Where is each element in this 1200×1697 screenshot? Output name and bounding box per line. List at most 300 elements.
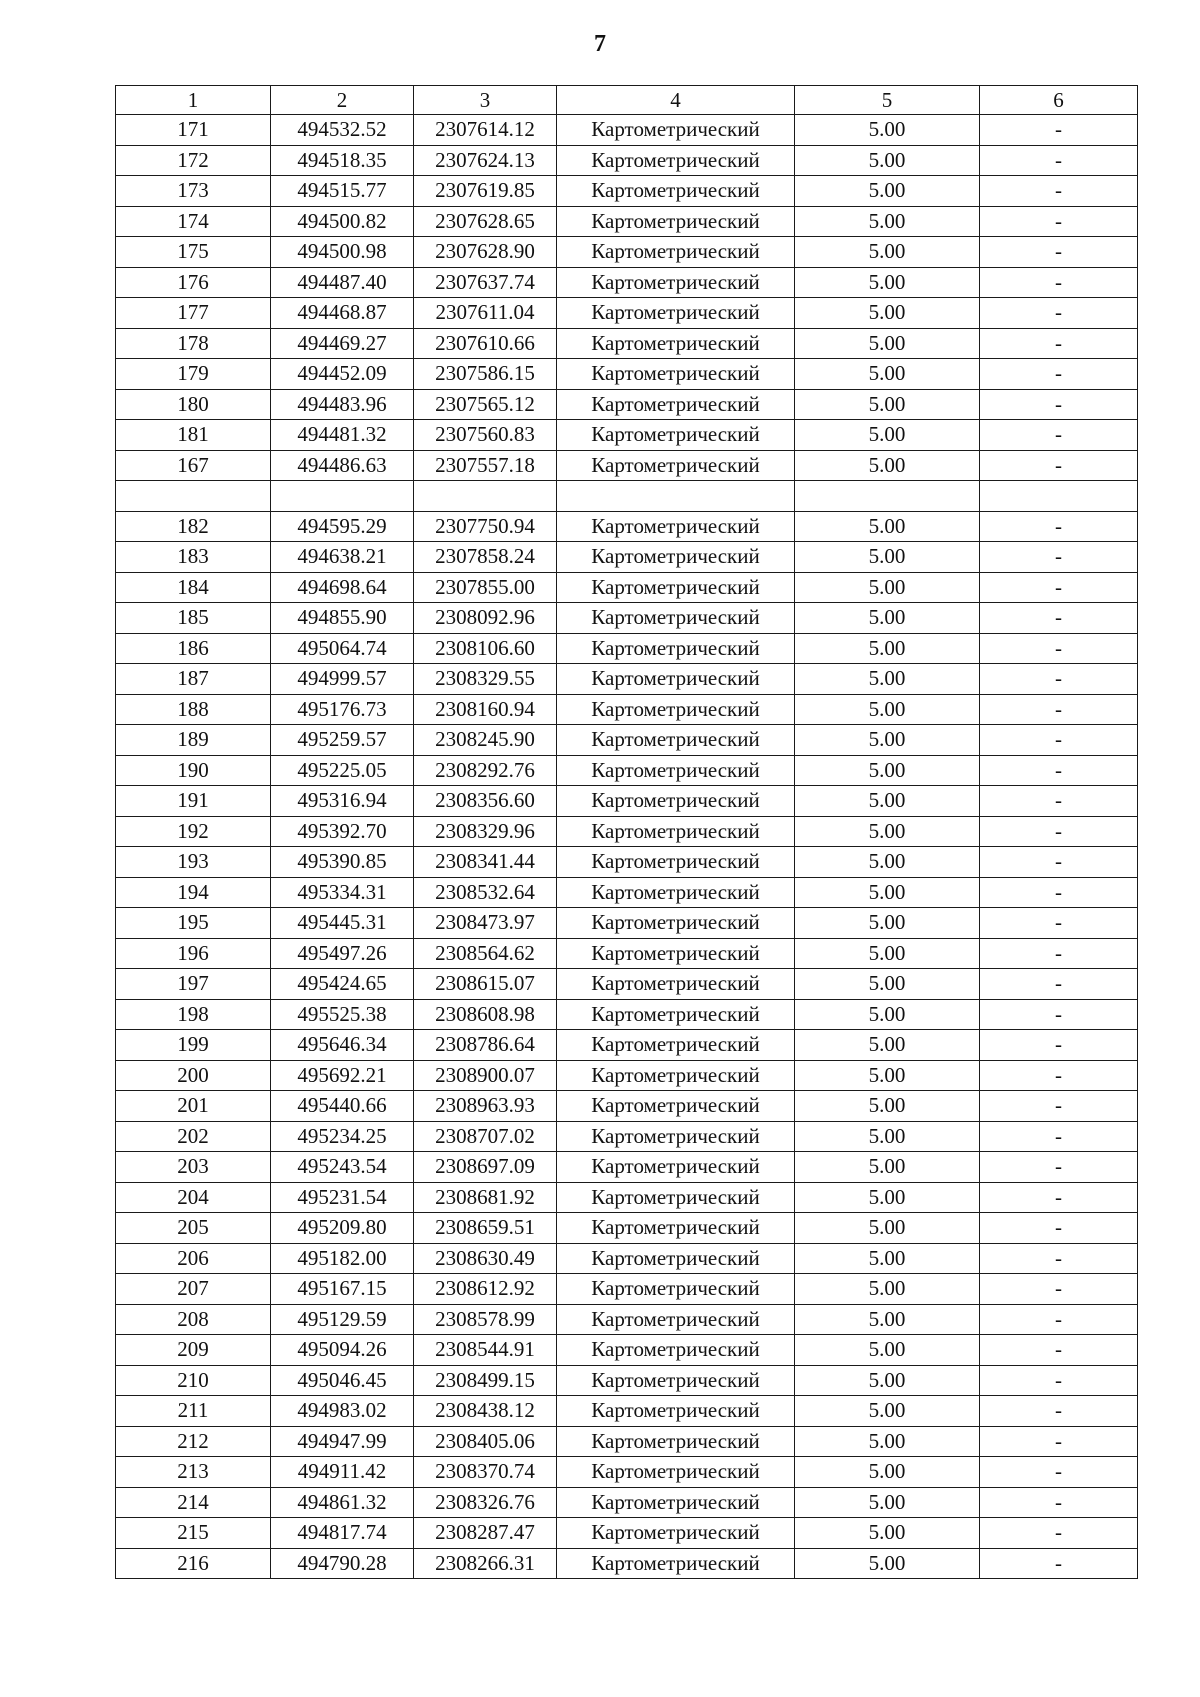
method-cell: Картометрический xyxy=(557,1518,795,1549)
point-number-cell: 212 xyxy=(116,1426,271,1457)
x-coordinate-cell: 494861.32 xyxy=(271,1487,414,1518)
x-coordinate-cell: 494855.90 xyxy=(271,603,414,634)
accuracy-cell: 5.00 xyxy=(795,1457,980,1488)
table-row xyxy=(116,908,1138,939)
accuracy-cell: 5.00 xyxy=(795,1030,980,1061)
method-cell: Картометрический xyxy=(557,1030,795,1061)
x-coordinate-cell: 495692.21 xyxy=(271,1060,414,1091)
point-number-cell: 205 xyxy=(116,1213,271,1244)
method-cell: Картометрический xyxy=(557,420,795,451)
table-row xyxy=(116,206,1138,237)
note-cell: - xyxy=(980,542,1138,573)
note-cell: - xyxy=(980,237,1138,268)
note-cell: - xyxy=(980,145,1138,176)
y-coordinate-cell: 2307858.24 xyxy=(414,542,557,573)
accuracy-cell: 5.00 xyxy=(795,1060,980,1091)
note-cell: - xyxy=(980,1518,1138,1549)
x-coordinate-cell: 494638.21 xyxy=(271,542,414,573)
point-number-cell: 199 xyxy=(116,1030,271,1061)
y-coordinate-cell: 2308681.92 xyxy=(414,1182,557,1213)
point-number-cell: 202 xyxy=(116,1121,271,1152)
point-number-cell: 210 xyxy=(116,1365,271,1396)
x-coordinate-cell: 495094.26 xyxy=(271,1335,414,1366)
point-number-cell: 193 xyxy=(116,847,271,878)
y-coordinate-cell: 2307611.04 xyxy=(414,298,557,329)
point-number-cell: 209 xyxy=(116,1335,271,1366)
table-row xyxy=(116,1335,1138,1366)
accuracy-cell: 5.00 xyxy=(795,115,980,146)
note-cell: - xyxy=(980,267,1138,298)
accuracy-cell: 5.00 xyxy=(795,1274,980,1305)
table-body xyxy=(116,115,1138,1579)
y-coordinate-cell: 2308707.02 xyxy=(414,1121,557,1152)
accuracy-cell: 5.00 xyxy=(795,755,980,786)
x-coordinate-cell: 494468.87 xyxy=(271,298,414,329)
x-coordinate-cell: 495176.73 xyxy=(271,694,414,725)
accuracy-cell: 5.00 xyxy=(795,938,980,969)
table-row xyxy=(116,1213,1138,1244)
y-coordinate-cell: 2308608.98 xyxy=(414,999,557,1030)
accuracy-cell: 5.00 xyxy=(795,572,980,603)
note-cell xyxy=(980,481,1138,512)
method-cell: Картометрический xyxy=(557,1457,795,1488)
table-row xyxy=(116,1365,1138,1396)
note-cell: - xyxy=(980,572,1138,603)
accuracy-cell: 5.00 xyxy=(795,389,980,420)
table-row xyxy=(116,1243,1138,1274)
note-cell: - xyxy=(980,908,1138,939)
x-coordinate-cell: 494500.98 xyxy=(271,237,414,268)
point-number-cell: 204 xyxy=(116,1182,271,1213)
method-cell: Картометрический xyxy=(557,542,795,573)
y-coordinate-cell: 2308341.44 xyxy=(414,847,557,878)
x-coordinate-cell: 494947.99 xyxy=(271,1426,414,1457)
note-cell: - xyxy=(980,816,1138,847)
note-cell: - xyxy=(980,1487,1138,1518)
accuracy-cell: 5.00 xyxy=(795,176,980,207)
method-cell: Картометрический xyxy=(557,1091,795,1122)
table-row xyxy=(116,969,1138,1000)
y-coordinate-cell: 2308292.76 xyxy=(414,755,557,786)
x-coordinate-cell: 494983.02 xyxy=(271,1396,414,1427)
accuracy-cell: 5.00 xyxy=(795,1091,980,1122)
method-cell: Картометрический xyxy=(557,1243,795,1274)
note-cell: - xyxy=(980,1213,1138,1244)
method-cell: Картометрический xyxy=(557,786,795,817)
x-coordinate-cell: 494515.77 xyxy=(271,176,414,207)
x-coordinate-cell: 494817.74 xyxy=(271,1518,414,1549)
point-number-cell: 184 xyxy=(116,572,271,603)
point-number-cell: 207 xyxy=(116,1274,271,1305)
table-row xyxy=(116,1060,1138,1091)
point-number-cell: 191 xyxy=(116,786,271,817)
x-coordinate-cell: 495497.26 xyxy=(271,938,414,969)
accuracy-cell: 5.00 xyxy=(795,664,980,695)
table-row xyxy=(116,603,1138,634)
note-cell: - xyxy=(980,786,1138,817)
table-row xyxy=(116,1304,1138,1335)
accuracy-cell: 5.00 xyxy=(795,1182,980,1213)
table-row xyxy=(116,511,1138,542)
method-cell: Картометрический xyxy=(557,908,795,939)
y-coordinate-cell: 2308287.47 xyxy=(414,1518,557,1549)
table-row xyxy=(116,115,1138,146)
note-cell: - xyxy=(980,1304,1138,1335)
note-cell: - xyxy=(980,328,1138,359)
y-coordinate-cell: 2308329.96 xyxy=(414,816,557,847)
method-cell: Картометрический xyxy=(557,999,795,1030)
table-row xyxy=(116,694,1138,725)
y-coordinate-cell: 2308106.60 xyxy=(414,633,557,664)
point-number-cell: 195 xyxy=(116,908,271,939)
column-header: 6 xyxy=(980,86,1138,115)
point-number-cell: 186 xyxy=(116,633,271,664)
table-row xyxy=(116,664,1138,695)
x-coordinate-cell: 495234.25 xyxy=(271,1121,414,1152)
table-row xyxy=(116,1274,1138,1305)
accuracy-cell: 5.00 xyxy=(795,1365,980,1396)
point-number-cell: 194 xyxy=(116,877,271,908)
note-cell: - xyxy=(980,1274,1138,1305)
accuracy-cell: 5.00 xyxy=(795,1518,980,1549)
x-coordinate-cell: 495316.94 xyxy=(271,786,414,817)
x-coordinate-cell: 494999.57 xyxy=(271,664,414,695)
method-cell: Картометрический xyxy=(557,1365,795,1396)
x-coordinate-cell: 495390.85 xyxy=(271,847,414,878)
y-coordinate-cell: 2308326.76 xyxy=(414,1487,557,1518)
method-cell: Картометрический xyxy=(557,938,795,969)
y-coordinate-cell: 2308370.74 xyxy=(414,1457,557,1488)
table-row xyxy=(116,1426,1138,1457)
method-cell: Картометрический xyxy=(557,1487,795,1518)
accuracy-cell: 5.00 xyxy=(795,1304,980,1335)
method-cell: Картометрический xyxy=(557,1548,795,1579)
method-cell: Картометрический xyxy=(557,816,795,847)
note-cell: - xyxy=(980,115,1138,146)
note-cell: - xyxy=(980,755,1138,786)
method-cell: Картометрический xyxy=(557,206,795,237)
header-row xyxy=(116,86,1138,115)
accuracy-cell: 5.00 xyxy=(795,1121,980,1152)
x-coordinate-cell: 495445.31 xyxy=(271,908,414,939)
point-number-cell: 173 xyxy=(116,176,271,207)
point-number-cell: 185 xyxy=(116,603,271,634)
note-cell: - xyxy=(980,1060,1138,1091)
table-row xyxy=(116,633,1138,664)
note-cell: - xyxy=(980,694,1138,725)
point-number-cell: 214 xyxy=(116,1487,271,1518)
method-cell: Картометрический xyxy=(557,694,795,725)
point-number-cell: 206 xyxy=(116,1243,271,1274)
point-number-cell: 181 xyxy=(116,420,271,451)
table-row xyxy=(116,145,1138,176)
table-row xyxy=(116,298,1138,329)
accuracy-cell: 5.00 xyxy=(795,1426,980,1457)
method-cell xyxy=(557,481,795,512)
table-row xyxy=(116,1030,1138,1061)
method-cell: Картометрический xyxy=(557,1213,795,1244)
point-number-cell: 198 xyxy=(116,999,271,1030)
point-number-cell: 177 xyxy=(116,298,271,329)
x-coordinate-cell: 494532.52 xyxy=(271,115,414,146)
y-coordinate-cell: 2307586.15 xyxy=(414,359,557,390)
accuracy-cell: 5.00 xyxy=(795,328,980,359)
note-cell: - xyxy=(980,1396,1138,1427)
y-coordinate-cell: 2308564.62 xyxy=(414,938,557,969)
accuracy-cell: 5.00 xyxy=(795,999,980,1030)
y-coordinate-cell: 2308963.93 xyxy=(414,1091,557,1122)
column-header: 5 xyxy=(795,86,980,115)
x-coordinate-cell: 494452.09 xyxy=(271,359,414,390)
method-cell: Картометрический xyxy=(557,1182,795,1213)
note-cell: - xyxy=(980,176,1138,207)
y-coordinate-cell: 2307624.13 xyxy=(414,145,557,176)
x-coordinate-cell: 495392.70 xyxy=(271,816,414,847)
note-cell: - xyxy=(980,1152,1138,1183)
y-coordinate-cell xyxy=(414,481,557,512)
accuracy-cell: 5.00 xyxy=(795,969,980,1000)
point-number-cell: 180 xyxy=(116,389,271,420)
table-row xyxy=(116,359,1138,390)
y-coordinate-cell: 2308473.97 xyxy=(414,908,557,939)
y-coordinate-cell: 2308499.15 xyxy=(414,1365,557,1396)
method-cell: Картометрический xyxy=(557,603,795,634)
method-cell: Картометрический xyxy=(557,1274,795,1305)
method-cell: Картометрический xyxy=(557,572,795,603)
point-number-cell: 201 xyxy=(116,1091,271,1122)
point-number-cell: 200 xyxy=(116,1060,271,1091)
point-number-cell: 182 xyxy=(116,511,271,542)
method-cell: Картометрический xyxy=(557,328,795,359)
note-cell: - xyxy=(980,359,1138,390)
note-cell: - xyxy=(980,969,1138,1000)
accuracy-cell: 5.00 xyxy=(795,725,980,756)
table-row xyxy=(116,1396,1138,1427)
accuracy-cell: 5.00 xyxy=(795,1335,980,1366)
x-coordinate-cell: 495243.54 xyxy=(271,1152,414,1183)
x-coordinate-cell: 494481.32 xyxy=(271,420,414,451)
note-cell: - xyxy=(980,420,1138,451)
accuracy-cell xyxy=(795,481,980,512)
point-number-cell: 208 xyxy=(116,1304,271,1335)
accuracy-cell: 5.00 xyxy=(795,237,980,268)
table-row xyxy=(116,847,1138,878)
y-coordinate-cell: 2308405.06 xyxy=(414,1426,557,1457)
table-row xyxy=(116,816,1138,847)
note-cell: - xyxy=(980,1121,1138,1152)
note-cell: - xyxy=(980,1426,1138,1457)
table-row xyxy=(116,328,1138,359)
method-cell: Картометрический xyxy=(557,877,795,908)
method-cell: Картометрический xyxy=(557,1121,795,1152)
method-cell: Картометрический xyxy=(557,145,795,176)
y-coordinate-cell: 2308329.55 xyxy=(414,664,557,695)
note-cell: - xyxy=(980,1365,1138,1396)
accuracy-cell: 5.00 xyxy=(795,1243,980,1274)
point-number-cell: 197 xyxy=(116,969,271,1000)
x-coordinate-cell: 494469.27 xyxy=(271,328,414,359)
method-cell: Картометрический xyxy=(557,1152,795,1183)
table-row xyxy=(116,1548,1138,1579)
point-number-cell xyxy=(116,481,271,512)
note-cell: - xyxy=(980,847,1138,878)
table-row xyxy=(116,1487,1138,1518)
table-row xyxy=(116,1091,1138,1122)
method-cell: Картометрический xyxy=(557,267,795,298)
point-number-cell: 187 xyxy=(116,664,271,695)
method-cell: Картометрический xyxy=(557,633,795,664)
coordinates-table xyxy=(115,85,1138,1579)
point-number-cell: 190 xyxy=(116,755,271,786)
x-coordinate-cell: 494487.40 xyxy=(271,267,414,298)
table-row xyxy=(116,725,1138,756)
accuracy-cell: 5.00 xyxy=(795,1548,980,1579)
accuracy-cell: 5.00 xyxy=(795,511,980,542)
point-number-cell: 179 xyxy=(116,359,271,390)
y-coordinate-cell: 2307637.74 xyxy=(414,267,557,298)
note-cell: - xyxy=(980,1030,1138,1061)
y-coordinate-cell: 2307557.18 xyxy=(414,450,557,481)
x-coordinate-cell xyxy=(271,481,414,512)
x-coordinate-cell: 495182.00 xyxy=(271,1243,414,1274)
point-number-cell: 215 xyxy=(116,1518,271,1549)
x-coordinate-cell: 494483.96 xyxy=(271,389,414,420)
table-row xyxy=(116,1182,1138,1213)
y-coordinate-cell: 2308659.51 xyxy=(414,1213,557,1244)
note-cell: - xyxy=(980,1182,1138,1213)
method-cell: Картометрический xyxy=(557,1396,795,1427)
accuracy-cell: 5.00 xyxy=(795,603,980,634)
x-coordinate-cell: 495209.80 xyxy=(271,1213,414,1244)
x-coordinate-cell: 495646.34 xyxy=(271,1030,414,1061)
table-row xyxy=(116,1457,1138,1488)
y-coordinate-cell: 2308697.09 xyxy=(414,1152,557,1183)
point-number-cell: 171 xyxy=(116,115,271,146)
table-row xyxy=(116,542,1138,573)
y-coordinate-cell: 2308612.92 xyxy=(414,1274,557,1305)
column-header: 1 xyxy=(116,86,271,115)
method-cell: Картометрический xyxy=(557,1304,795,1335)
point-number-cell: 188 xyxy=(116,694,271,725)
method-cell: Картометрический xyxy=(557,1335,795,1366)
column-header: 2 xyxy=(271,86,414,115)
note-cell: - xyxy=(980,450,1138,481)
accuracy-cell: 5.00 xyxy=(795,816,980,847)
y-coordinate-cell: 2307610.66 xyxy=(414,328,557,359)
note-cell: - xyxy=(980,1091,1138,1122)
method-cell: Картометрический xyxy=(557,969,795,1000)
note-cell: - xyxy=(980,1335,1138,1366)
accuracy-cell: 5.00 xyxy=(795,145,980,176)
point-number-cell: 178 xyxy=(116,328,271,359)
method-cell: Картометрический xyxy=(557,725,795,756)
method-cell: Картометрический xyxy=(557,359,795,390)
table-row xyxy=(116,572,1138,603)
method-cell: Картометрический xyxy=(557,389,795,420)
y-coordinate-cell: 2308356.60 xyxy=(414,786,557,817)
x-coordinate-cell: 494595.29 xyxy=(271,511,414,542)
x-coordinate-cell: 494518.35 xyxy=(271,145,414,176)
column-header: 4 xyxy=(557,86,795,115)
point-number-cell: 176 xyxy=(116,267,271,298)
method-cell: Картометрический xyxy=(557,511,795,542)
x-coordinate-cell: 495525.38 xyxy=(271,999,414,1030)
method-cell: Картометрический xyxy=(557,237,795,268)
point-number-cell: 167 xyxy=(116,450,271,481)
x-coordinate-cell: 495334.31 xyxy=(271,877,414,908)
method-cell: Картометрический xyxy=(557,1426,795,1457)
y-coordinate-cell: 2308578.99 xyxy=(414,1304,557,1335)
table-row-separator xyxy=(116,481,1138,512)
point-number-cell: 216 xyxy=(116,1548,271,1579)
accuracy-cell: 5.00 xyxy=(795,1396,980,1427)
point-number-cell: 211 xyxy=(116,1396,271,1427)
accuracy-cell: 5.00 xyxy=(795,633,980,664)
table-row xyxy=(116,938,1138,969)
y-coordinate-cell: 2307628.90 xyxy=(414,237,557,268)
method-cell: Картометрический xyxy=(557,115,795,146)
y-coordinate-cell: 2307628.65 xyxy=(414,206,557,237)
note-cell: - xyxy=(980,298,1138,329)
accuracy-cell: 5.00 xyxy=(795,359,980,390)
point-number-cell: 183 xyxy=(116,542,271,573)
y-coordinate-cell: 2307560.83 xyxy=(414,420,557,451)
method-cell: Картометрический xyxy=(557,664,795,695)
point-number-cell: 203 xyxy=(116,1152,271,1183)
y-coordinate-cell: 2308160.94 xyxy=(414,694,557,725)
accuracy-cell: 5.00 xyxy=(795,206,980,237)
point-number-cell: 172 xyxy=(116,145,271,176)
y-coordinate-cell: 2308630.49 xyxy=(414,1243,557,1274)
note-cell: - xyxy=(980,1243,1138,1274)
note-cell: - xyxy=(980,1457,1138,1488)
x-coordinate-cell: 495129.59 xyxy=(271,1304,414,1335)
accuracy-cell: 5.00 xyxy=(795,1213,980,1244)
x-coordinate-cell: 494500.82 xyxy=(271,206,414,237)
y-coordinate-cell: 2308438.12 xyxy=(414,1396,557,1427)
y-coordinate-cell: 2307855.00 xyxy=(414,572,557,603)
note-cell: - xyxy=(980,633,1138,664)
table-row xyxy=(116,999,1138,1030)
method-cell: Картометрический xyxy=(557,847,795,878)
method-cell: Картометрический xyxy=(557,450,795,481)
table-row xyxy=(116,420,1138,451)
x-coordinate-cell: 495046.45 xyxy=(271,1365,414,1396)
accuracy-cell: 5.00 xyxy=(795,786,980,817)
note-cell: - xyxy=(980,664,1138,695)
note-cell: - xyxy=(980,511,1138,542)
accuracy-cell: 5.00 xyxy=(795,450,980,481)
column-header: 3 xyxy=(414,86,557,115)
accuracy-cell: 5.00 xyxy=(795,420,980,451)
table-row xyxy=(116,1152,1138,1183)
accuracy-cell: 5.00 xyxy=(795,1487,980,1518)
y-coordinate-cell: 2308544.91 xyxy=(414,1335,557,1366)
x-coordinate-cell: 495064.74 xyxy=(271,633,414,664)
y-coordinate-cell: 2308900.07 xyxy=(414,1060,557,1091)
x-coordinate-cell: 495225.05 xyxy=(271,755,414,786)
y-coordinate-cell: 2308532.64 xyxy=(414,877,557,908)
x-coordinate-cell: 494790.28 xyxy=(271,1548,414,1579)
table-row xyxy=(116,267,1138,298)
accuracy-cell: 5.00 xyxy=(795,542,980,573)
accuracy-cell: 5.00 xyxy=(795,267,980,298)
table-row xyxy=(116,877,1138,908)
accuracy-cell: 5.00 xyxy=(795,908,980,939)
table-row xyxy=(116,389,1138,420)
table-row xyxy=(116,237,1138,268)
note-cell: - xyxy=(980,389,1138,420)
